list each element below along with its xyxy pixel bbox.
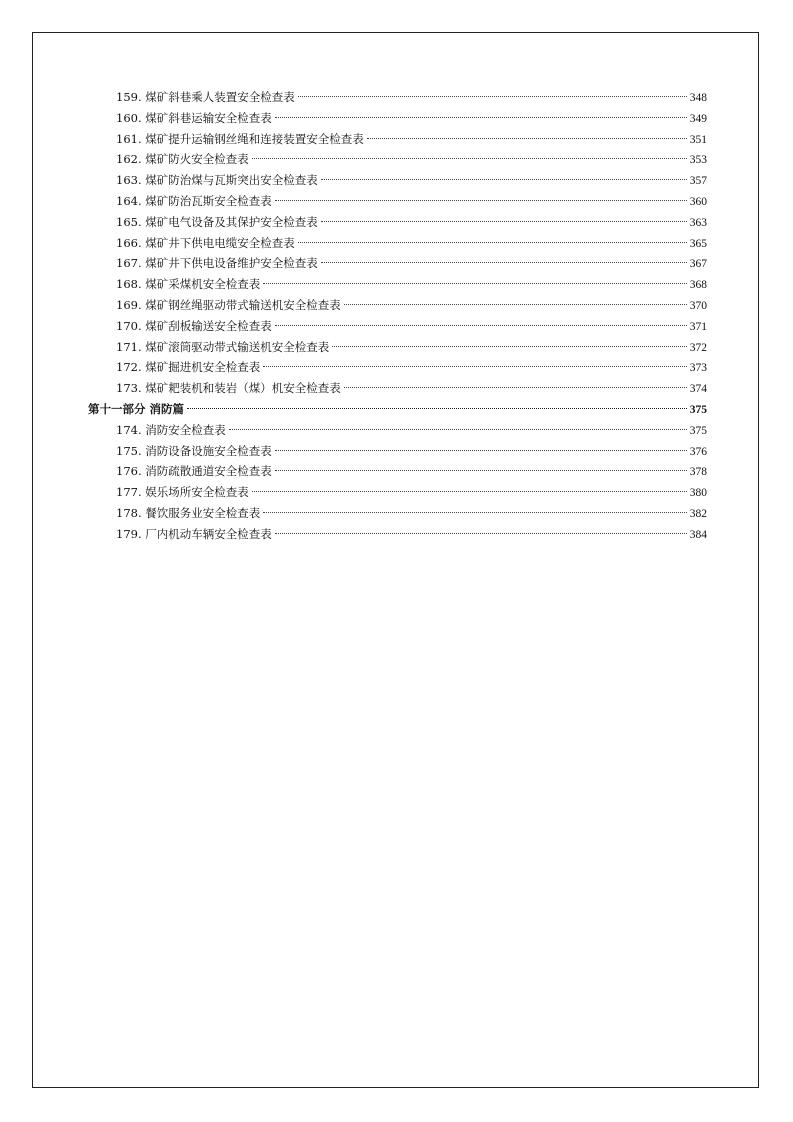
toc-entry[interactable] bbox=[88, 253, 707, 274]
toc-entry[interactable] bbox=[88, 357, 707, 378]
dot-leader bbox=[263, 366, 686, 367]
toc-entry[interactable] bbox=[88, 482, 707, 503]
toc-page-number: 349 bbox=[689, 112, 707, 125]
toc-page-number: 372 bbox=[689, 341, 707, 354]
toc-entry[interactable] bbox=[88, 87, 707, 108]
toc-entry[interactable] bbox=[88, 503, 707, 524]
toc-page-number: 348 bbox=[689, 92, 707, 104]
dot-leader bbox=[275, 450, 687, 451]
toc-entry-label: 171. 煤矿滚筒驱动带式输送机安全检查表 bbox=[116, 339, 330, 354]
dot-leader bbox=[252, 158, 687, 159]
toc-entry[interactable] bbox=[88, 461, 707, 482]
toc-entry[interactable] bbox=[88, 420, 707, 441]
toc-page-number: 382 bbox=[689, 507, 707, 520]
toc-entry[interactable] bbox=[88, 295, 707, 316]
toc-entry-label: 159. 煤矿斜巷乘人装置安全检查表 bbox=[116, 90, 295, 104]
dot-leader bbox=[275, 325, 687, 326]
dot-leader bbox=[275, 533, 687, 534]
toc-entry-label: 169. 煤矿钢丝绳驱动带式输送机安全检查表 bbox=[116, 297, 341, 312]
toc-entry-label: 168. 煤矿采煤机安全检查表 bbox=[116, 277, 261, 292]
toc-entry[interactable] bbox=[88, 149, 707, 170]
toc-entry-label: 164. 煤矿防治瓦斯安全检查表 bbox=[116, 193, 272, 208]
table-of-contents bbox=[88, 87, 707, 545]
dot-leader bbox=[321, 221, 687, 222]
toc-part-heading[interactable] bbox=[88, 399, 707, 420]
toc-page-number: 375 bbox=[689, 403, 707, 416]
toc-entry-label: 179. 厂内机动车辆安全检查表 bbox=[116, 526, 272, 541]
toc-entry-label: 165. 煤矿电气设备及其保护安全检查表 bbox=[116, 214, 318, 229]
toc-page-number: 353 bbox=[689, 154, 707, 167]
toc-page-number: 375 bbox=[689, 424, 707, 437]
toc-entry-label: 第十一部分 消防篇 bbox=[88, 401, 185, 416]
toc-page-number: 351 bbox=[689, 133, 707, 146]
toc-page-number: 357 bbox=[689, 175, 707, 188]
toc-page-number: 371 bbox=[689, 320, 707, 333]
toc-entry[interactable] bbox=[88, 378, 707, 399]
dot-leader bbox=[229, 429, 687, 430]
toc-page-number: 376 bbox=[689, 445, 707, 458]
toc-entry-label: 161. 煤矿提升运输钢丝绳和连接装置安全检查表 bbox=[116, 131, 364, 146]
dot-leader bbox=[275, 200, 687, 201]
toc-page-number: 368 bbox=[689, 279, 707, 292]
dot-leader bbox=[344, 304, 687, 305]
dot-leader bbox=[263, 512, 686, 513]
toc-entry-label: 175. 消防设备设施安全检查表 bbox=[116, 443, 272, 458]
toc-page-number: 363 bbox=[689, 216, 707, 229]
toc-entry-label: 174. 消防安全检查表 bbox=[116, 422, 226, 437]
toc-entry[interactable] bbox=[88, 316, 707, 337]
dot-leader bbox=[367, 138, 687, 139]
dot-leader bbox=[321, 179, 687, 180]
toc-entry[interactable] bbox=[88, 129, 707, 150]
toc-page-number: 365 bbox=[689, 237, 707, 250]
toc-entry[interactable] bbox=[88, 274, 707, 295]
dot-leader bbox=[298, 96, 687, 97]
toc-page-number: 374 bbox=[689, 383, 707, 396]
dot-leader bbox=[321, 262, 687, 263]
toc-entry-label: 177. 娱乐场所安全检查表 bbox=[116, 485, 249, 500]
toc-entry[interactable] bbox=[88, 441, 707, 462]
toc-entry-label: 172. 煤矿掘进机安全检查表 bbox=[116, 360, 261, 375]
toc-page-number: 378 bbox=[689, 466, 707, 479]
toc-entry-label: 173. 煤矿耙装机和装岩（煤）机安全检查表 bbox=[116, 381, 341, 396]
toc-page-number: 380 bbox=[689, 487, 707, 500]
toc-entry-label: 166. 煤矿井下供电电缆安全检查表 bbox=[116, 235, 295, 250]
toc-entry-label: 167. 煤矿井下供电设备维护安全检查表 bbox=[116, 256, 318, 271]
toc-page-number: 370 bbox=[689, 299, 707, 312]
dot-leader bbox=[275, 117, 687, 118]
dot-leader bbox=[252, 491, 687, 492]
toc-entry[interactable] bbox=[88, 524, 707, 545]
dot-leader bbox=[275, 470, 687, 471]
toc-entry[interactable] bbox=[88, 191, 707, 212]
toc-entry[interactable] bbox=[88, 170, 707, 191]
toc-entry[interactable] bbox=[88, 108, 707, 129]
toc-page-number: 367 bbox=[689, 258, 707, 271]
toc-entry-label: 176. 消防疏散通道安全检查表 bbox=[116, 464, 272, 479]
toc-page-number: 373 bbox=[689, 362, 707, 375]
dot-leader bbox=[332, 346, 686, 347]
toc-entry-label: 178. 餐饮服务业安全检查表 bbox=[116, 505, 261, 520]
toc-page-number: 360 bbox=[689, 195, 707, 208]
dot-leader bbox=[263, 283, 686, 284]
toc-entry[interactable] bbox=[88, 337, 707, 358]
toc-entry[interactable] bbox=[88, 233, 707, 254]
toc-page-number: 384 bbox=[689, 528, 707, 541]
dot-leader bbox=[187, 408, 687, 409]
toc-entry[interactable] bbox=[88, 212, 707, 233]
toc-entry-label: 163. 煤矿防治煤与瓦斯突出安全检查表 bbox=[116, 173, 318, 188]
dot-leader bbox=[344, 387, 687, 388]
toc-entry-label: 170. 煤矿刮板输送安全检查表 bbox=[116, 318, 272, 333]
dot-leader bbox=[298, 242, 687, 243]
toc-entry-label: 162. 煤矿防火安全检查表 bbox=[116, 152, 249, 167]
toc-entry-label: 160. 煤矿斜巷运输安全检查表 bbox=[116, 110, 272, 125]
